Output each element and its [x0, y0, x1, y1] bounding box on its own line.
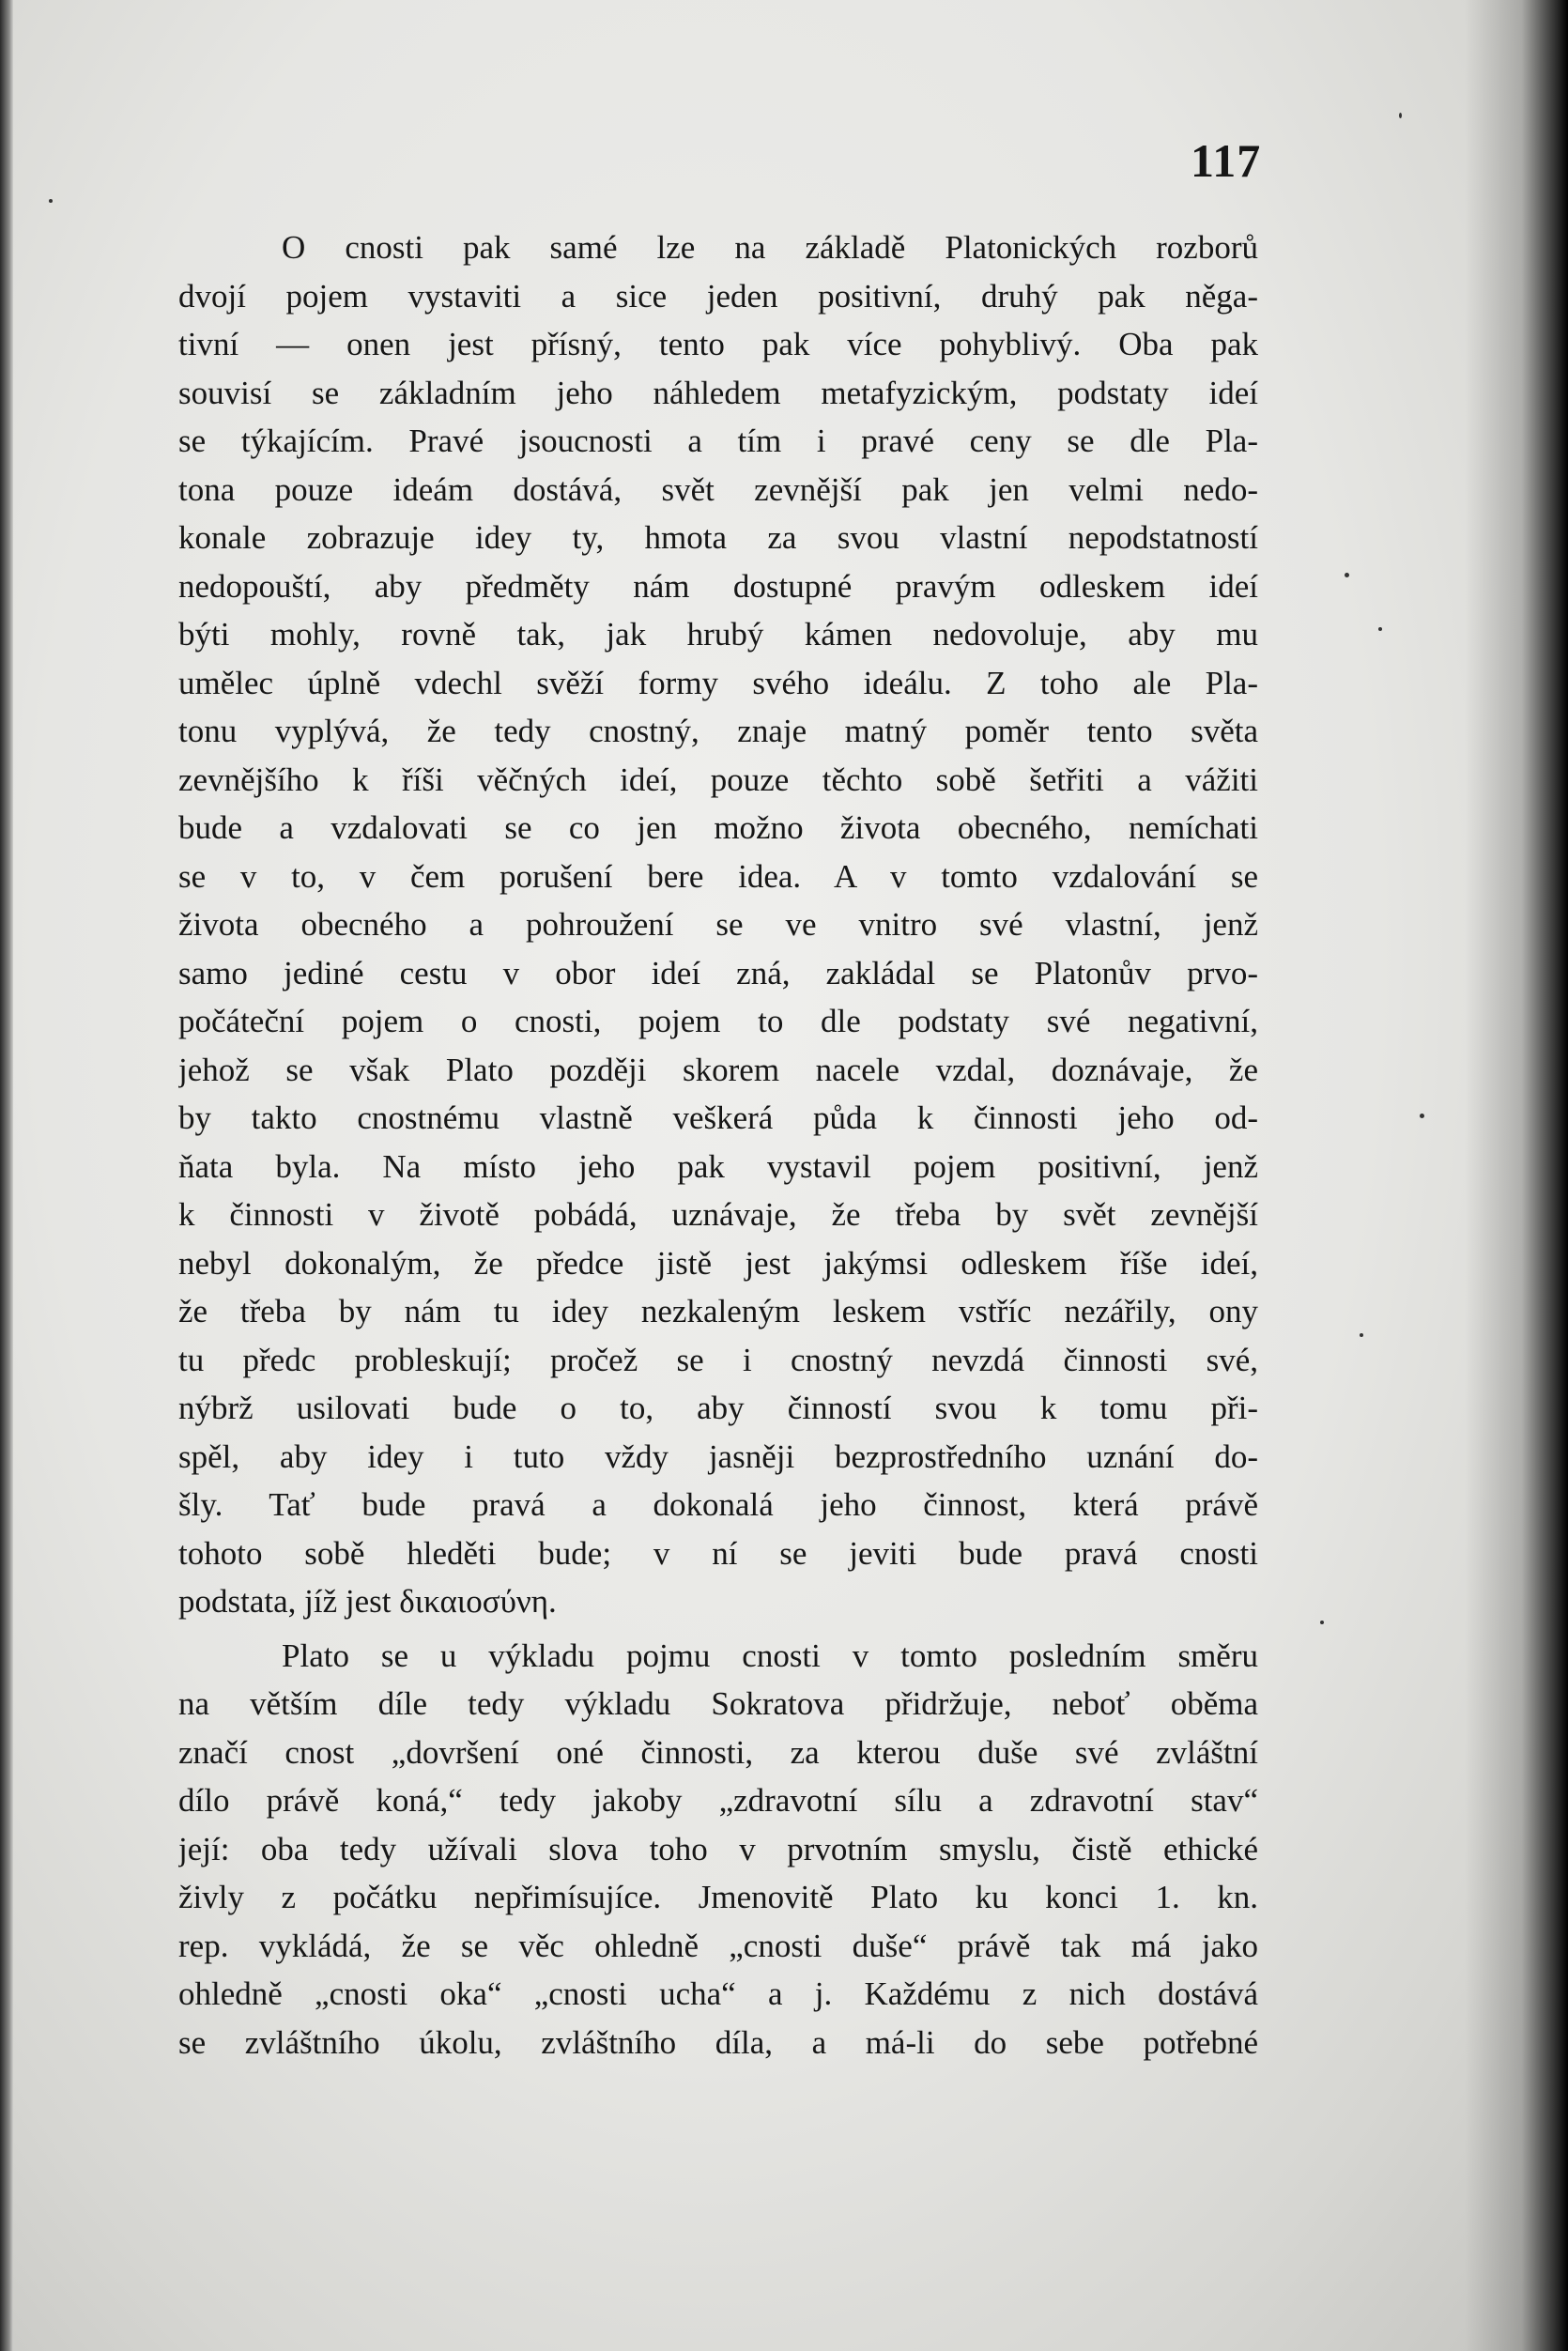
- text-line: počáteční pojem o cnosti, pojem to dle podstaty své negativní,: [178, 1003, 1258, 1039]
- text-line: dílo právě koná,“ tedy jakoby „zdravotní sílu a zdravotní stav“: [178, 1782, 1258, 1819]
- text-line: dvojí pojem vystaviti a sice jeden positivní, druhý pak něga-: [178, 277, 1258, 315]
- text-line: se zvláštního úkolu, zvláštního díla, a má-li do sebe potřebné: [178, 2023, 1258, 2061]
- text-line: se v to, v čem porušení bere idea. A v tomto vzdalování se: [178, 857, 1258, 895]
- text-line: tu předc probleskují; pročež se i cnostný nevzdá činnosti své,: [178, 1341, 1258, 1378]
- text-line: života obecného a pohroužení se ve vnitro své vlastní, jenž: [178, 906, 1258, 943]
- text-line: Plato se u výkladu pojmu cnosti v tomto posledním směru: [282, 1636, 1258, 1674]
- text-line: ohledně „cnosti oka“ „cnosti ucha“ a j. Každému z nich dostává: [178, 1975, 1258, 2012]
- text-line: tonu vyplývá, že tedy cnostný, znaje matný poměr tento světa: [178, 713, 1258, 749]
- text-line: tohoto sobě hleděti bude; v ní se jeviti bude pravá cnosti: [178, 1534, 1258, 1572]
- text-line: tona pouze ideám dostává, svět zevnější pak jen velmi nedo-: [178, 470, 1258, 508]
- text-line: šly. Tať bude pravá a dokonalá jeho činnost, která právě: [178, 1486, 1258, 1523]
- text-line: rep. vykládá, že se věc ohledně „cnosti duše“ právě tak má jako: [178, 1927, 1258, 1964]
- text-line: ňata byla. Na místo jeho pak vystavil pojem positivní, jenž: [178, 1147, 1258, 1185]
- body-text: [178, 223, 1258, 2067]
- text-line: by takto cnostnému vlastně veškerá půda k činnosti jeho od-: [178, 1099, 1258, 1136]
- text-line: souvisí se základním jeho náhledem metafyzickým, podstaty ideí: [178, 374, 1258, 411]
- text-line: nedopouští, aby předměty nám dostupné pravým odleskem ideí: [178, 567, 1258, 605]
- text-line: se týkajícím. Pravé jsoucnosti a tím i pravé ceny se dle Pla-: [178, 423, 1258, 459]
- page-number: 117: [1191, 134, 1262, 187]
- text-line: její: oba tedy užívali slova toho v prvotním smyslu, čistě ethické: [178, 1830, 1258, 1867]
- text-line: živly z počátku nepřimísujíce. Jmenovitě Plato ku konci 1. kn.: [178, 1879, 1258, 1915]
- text-line: na větším díle tedy výkladu Sokratova přidržuje, neboť oběma: [178, 1685, 1258, 1722]
- text-line: samo jediné cestu v obor ideí zná, zakládal se Platonův prvo-: [178, 954, 1258, 991]
- text-line: nýbrž usilovati bude o to, aby činností svou k tomu při-: [178, 1390, 1258, 1426]
- text-line: zevnějšího k říši věčných ideí, pouze těchto sobě šetřiti a vážiti: [178, 761, 1258, 798]
- text-line: tivní — onen jest přísný, tento pak více pohyblivý. Oba pak: [178, 326, 1258, 362]
- text-line: značí cnost „dovršení oné činnosti, za kterou duše své zvláštní: [178, 1733, 1258, 1771]
- text-line: bude a vzdalovati se co jen možno života obecného, nemíchati: [178, 809, 1258, 846]
- text-line: podstata, jíž jest δικαιοσύνη.: [178, 1583, 557, 1620]
- text-line: umělec úplně vdechl svěží formy svého ideálu. Z toho ale Pla-: [178, 664, 1258, 701]
- text-line: konale zobrazuje idey ty, hmota za svou vlastní nepodstatností: [178, 519, 1258, 556]
- text-line: že třeba by nám tu idey nezkaleným leskem vstříc nezářily, ony: [178, 1293, 1258, 1329]
- text-line: spěl, aby idey i tuto vždy jasněji bezprostředního uznání do-: [178, 1437, 1258, 1475]
- text-line: nebyl dokonalým, že předce jistě jest jakýmsi odleskem říše ideí,: [178, 1244, 1258, 1282]
- page-left-edge-shadow: [0, 0, 13, 2351]
- text-line: býti mohly, rovně tak, jak hrubý kámen nedovoluje, aby mu: [178, 616, 1258, 653]
- page-right-edge-shadow: [1465, 0, 1568, 2351]
- text-line: O cnosti pak samé lze na základě Platonických rozborů: [282, 229, 1258, 266]
- text-line: jehož se však Plato později skorem nacele vzdal, doznávaje, že: [178, 1051, 1258, 1088]
- text-line: k činnosti v životě pobádá, uznávaje, že třeba by svět zevnější: [178, 1196, 1258, 1233]
